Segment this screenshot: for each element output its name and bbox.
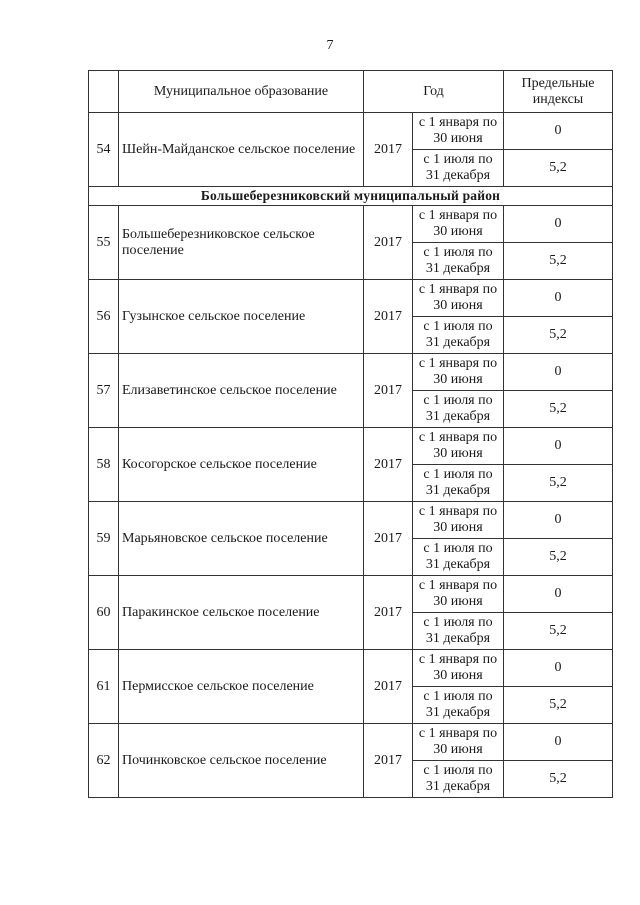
index-value-first-half: 0 [504, 650, 613, 687]
index-value-second-half: 5,2 [504, 150, 613, 187]
municipality-name: Елизаветинское сельское поселение [119, 354, 364, 428]
municipality-name: Пермисское сельское поселение [119, 650, 364, 724]
row-year: 2017 [364, 650, 413, 724]
index-value-first-half: 0 [504, 354, 613, 391]
table-row [89, 113, 613, 150]
period-second-half: с 1 июля по 31 декабря [413, 465, 504, 502]
table-row [89, 428, 613, 465]
municipality-name: Гузынское сельское поселение [119, 280, 364, 354]
page-number: 7 [326, 38, 334, 53]
period-first-half: с 1 января по 30 июня [413, 724, 504, 761]
index-value-second-half: 5,2 [504, 317, 613, 354]
header-indices: Предельные индексы [504, 71, 613, 113]
header-year: Год [364, 71, 504, 113]
period-second-half: с 1 июля по 31 декабря [413, 539, 504, 576]
table-row [89, 206, 613, 243]
row-number: 56 [89, 280, 119, 354]
index-value-first-half: 0 [504, 428, 613, 465]
period-second-half: с 1 июля по 31 декабря [413, 243, 504, 280]
municipality-name: Шейн-Майданское сельское поселение [119, 113, 364, 187]
period-first-half: с 1 января по 30 июня [413, 576, 504, 613]
indices-table [88, 70, 613, 798]
row-year: 2017 [364, 428, 413, 502]
index-value-second-half: 5,2 [504, 539, 613, 576]
district-heading: Большеберезниковский муниципальный район [89, 187, 613, 206]
period-first-half: с 1 января по 30 июня [413, 113, 504, 150]
period-first-half: с 1 января по 30 июня [413, 428, 504, 465]
table-row [89, 724, 613, 761]
table-row [89, 502, 613, 539]
index-value-second-half: 5,2 [504, 391, 613, 428]
index-value-first-half: 0 [504, 576, 613, 613]
header-municipality: Муниципальное образование [119, 71, 364, 113]
row-number: 59 [89, 502, 119, 576]
period-first-half: с 1 января по 30 июня [413, 280, 504, 317]
table-row [89, 650, 613, 687]
index-value-first-half: 0 [504, 280, 613, 317]
period-first-half: с 1 января по 30 июня [413, 354, 504, 391]
period-second-half: с 1 июля по 31 декабря [413, 761, 504, 798]
row-number: 54 [89, 113, 119, 187]
period-second-half: с 1 июля по 31 декабря [413, 613, 504, 650]
index-value-second-half: 5,2 [504, 243, 613, 280]
municipality-name: Марьяновское сельское поселение [119, 502, 364, 576]
index-value-first-half: 0 [504, 724, 613, 761]
row-year: 2017 [364, 724, 413, 798]
period-second-half: с 1 июля по 31 декабря [413, 150, 504, 187]
header-number [89, 71, 119, 113]
row-year: 2017 [364, 113, 413, 187]
row-number: 62 [89, 724, 119, 798]
row-year: 2017 [364, 354, 413, 428]
row-year: 2017 [364, 206, 413, 280]
row-number: 58 [89, 428, 119, 502]
row-year: 2017 [364, 280, 413, 354]
index-value-second-half: 5,2 [504, 761, 613, 798]
index-value-second-half: 5,2 [504, 465, 613, 502]
row-year: 2017 [364, 576, 413, 650]
municipality-name: Починковское сельское поселение [119, 724, 364, 798]
period-second-half: с 1 июля по 31 декабря [413, 317, 504, 354]
index-value-second-half: 5,2 [504, 613, 613, 650]
period-second-half: с 1 июля по 31 декабря [413, 391, 504, 428]
index-value-second-half: 5,2 [504, 687, 613, 724]
row-number: 57 [89, 354, 119, 428]
row-year: 2017 [364, 502, 413, 576]
row-number: 61 [89, 650, 119, 724]
index-value-first-half: 0 [504, 113, 613, 150]
district-heading-row [89, 187, 613, 206]
municipality-name: Косогорское сельское поселение [119, 428, 364, 502]
period-first-half: с 1 января по 30 июня [413, 650, 504, 687]
period-second-half: с 1 июля по 31 декабря [413, 687, 504, 724]
row-number: 55 [89, 206, 119, 280]
table-row [89, 576, 613, 613]
table-row [89, 280, 613, 317]
index-value-first-half: 0 [504, 206, 613, 243]
municipality-name: Паракинское сельское поселение [119, 576, 364, 650]
table-header [89, 71, 613, 113]
row-number: 60 [89, 576, 119, 650]
index-value-first-half: 0 [504, 502, 613, 539]
municipality-name: Большеберезниковское сельское поселение [119, 206, 364, 280]
table-row [89, 354, 613, 391]
period-first-half: с 1 января по 30 июня [413, 502, 504, 539]
period-first-half: с 1 января по 30 июня [413, 206, 504, 243]
